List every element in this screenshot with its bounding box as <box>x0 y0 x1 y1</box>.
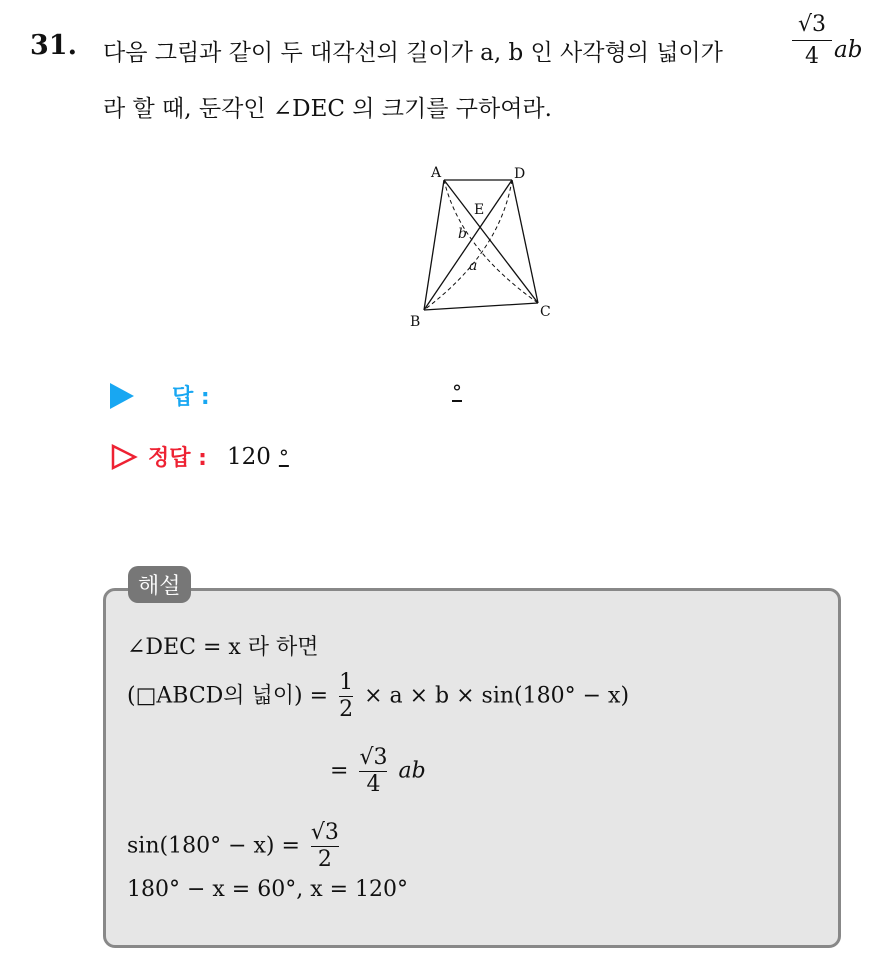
label-b-vertex: B <box>410 314 421 330</box>
solution-line-3-tail: ab <box>398 758 426 784</box>
question-number: 31. <box>30 30 77 61</box>
question-line-2: 라 할 때, 둔각인 ∠DEC 의 크기를 구하여라. <box>103 96 552 122</box>
root3-numerator: √3 <box>359 745 388 770</box>
quadrilateral-figure <box>400 158 570 338</box>
solution-line-1: ∠DEC = x 라 하면 <box>127 635 319 660</box>
side-ab <box>424 180 444 310</box>
label-c-vertex: C <box>540 304 551 320</box>
answer-label: 답 : <box>172 385 210 410</box>
label-a-length: a <box>469 258 478 274</box>
correct-answer-label: 정답 : <box>148 446 207 471</box>
root3-numerator: √3 <box>310 820 339 845</box>
four-denominator: 4 <box>366 772 381 797</box>
solution-line-2 <box>127 670 629 723</box>
question-line-1: 다음 그림과 같이 두 대각선의 길이가 a, b 인 사각형의 넓이가 <box>103 40 723 66</box>
label-d-vertex: D <box>514 166 526 182</box>
area-fraction <box>790 10 834 73</box>
solution-line-4-lhs: sin(180° − x) = <box>127 833 300 859</box>
side-bc <box>424 303 538 310</box>
answer-row <box>110 380 210 411</box>
label-a-vertex: A <box>431 165 442 181</box>
root3-over-4-fraction <box>359 745 387 798</box>
solution-line-5: 180° − x = 60°, x = 120° <box>127 877 409 902</box>
label-b-length: b <box>458 226 467 242</box>
area-fraction-tail: ab <box>834 37 863 63</box>
area-fraction-denominator: 4 <box>805 44 819 69</box>
half-denominator: 2 <box>339 697 354 722</box>
solution-line-3 <box>330 745 426 798</box>
root3-over-2-fraction <box>311 820 339 873</box>
answer-blank-unit[interactable]: ° <box>452 380 462 404</box>
half-numerator: 1 <box>339 670 354 695</box>
area-fraction-numerator: √3 <box>797 12 826 37</box>
diagonal-bd <box>424 180 512 310</box>
solution-line-2-lhs: (□ABCD의 넓이) = <box>127 683 329 709</box>
play-triangle-icon <box>110 383 134 409</box>
correct-answer-row <box>110 441 289 472</box>
two-denominator: 2 <box>317 847 332 872</box>
solution-line-2-rhs: × a × b × sin(180° − x) <box>364 683 630 709</box>
correct-answer-unit: ° <box>278 444 289 469</box>
correct-answer-value: 120 <box>226 443 271 470</box>
solution-tag: 해설 <box>128 566 191 603</box>
solution-line-3-equals: = <box>330 758 349 784</box>
label-e-point: E <box>474 202 485 218</box>
half-fraction <box>339 670 353 723</box>
hollow-triangle-icon <box>110 443 138 471</box>
side-dc <box>512 180 538 303</box>
solution-line-4 <box>127 820 343 873</box>
